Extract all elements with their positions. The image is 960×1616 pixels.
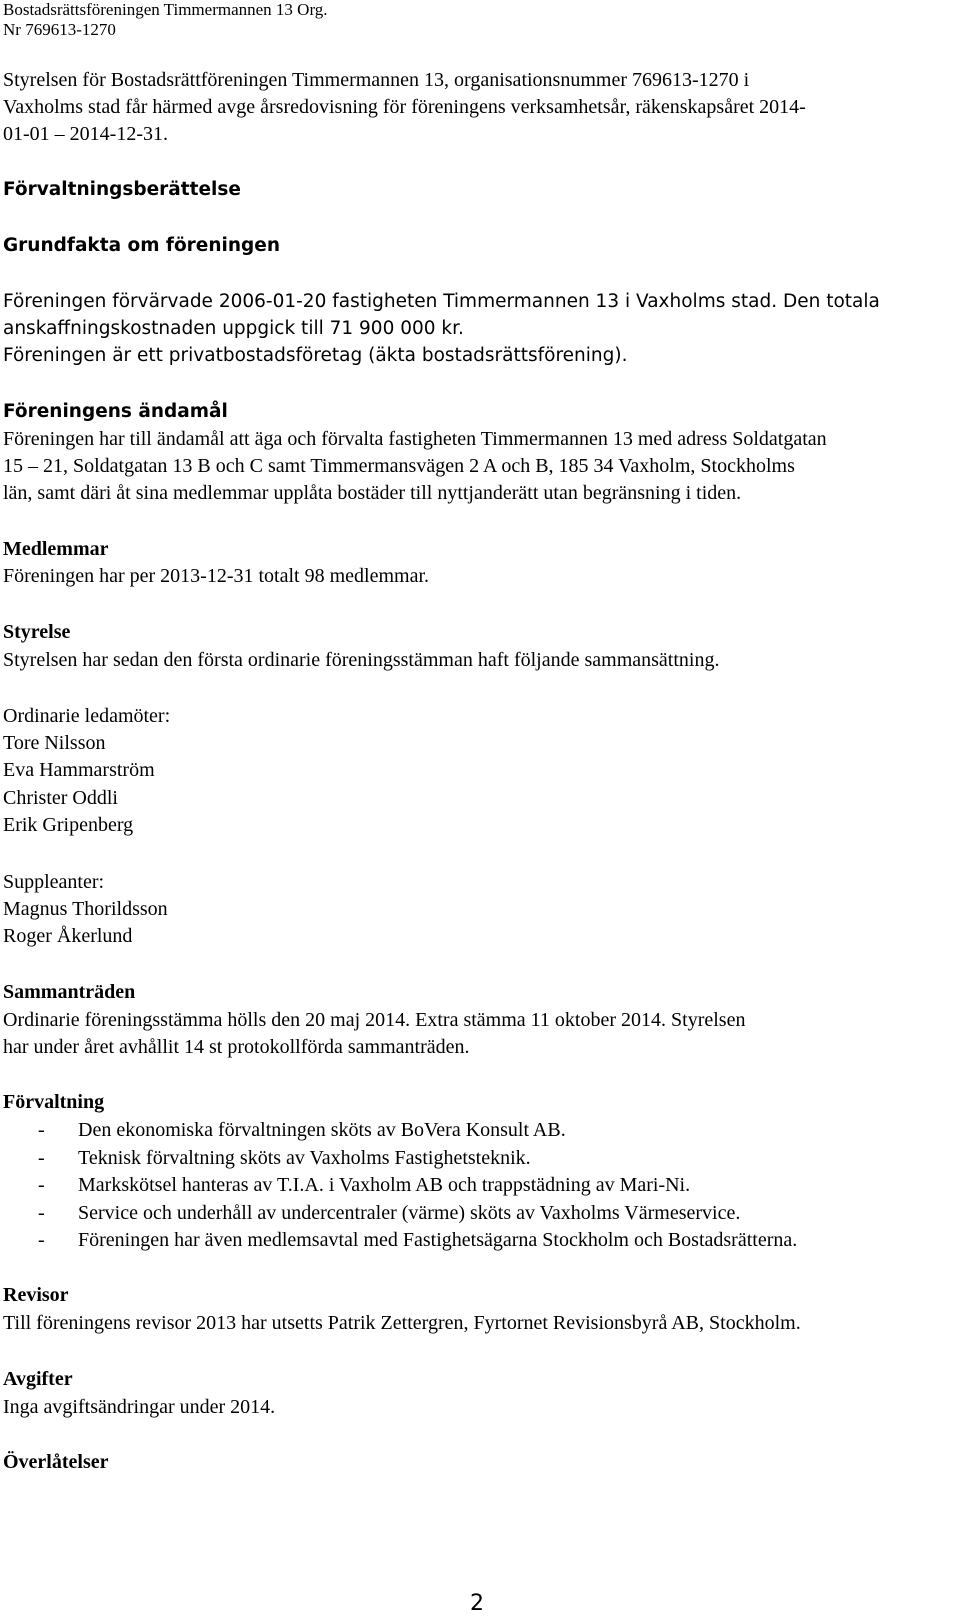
ordinarie-member: Erik Gripenberg [3, 814, 134, 836]
list-item [38, 1116, 566, 1145]
styrelse-text: Styrelsen har sedan den första ordinarie föreningsstämman haft följande sammansättning. [3, 649, 720, 671]
ordinarie-label: Ordinarie ledamöter: [3, 705, 171, 727]
ordinarie-member: Christer Oddli [3, 787, 118, 809]
intro-line-3: 01-01 – 2014-12-31. [3, 123, 168, 145]
andamal-line-3: län, samt däri åt sina medlemmar upplåta bostäder till nyttjanderätt utan begränsning i tiden. [3, 482, 742, 504]
suppleant-member: Magnus Thorildsson [3, 898, 168, 920]
suppleant-member: Roger Åkerlund [3, 925, 133, 947]
medlemmar-text: Föreningen har per 2013-12-31 totalt 98 medlemmar. [3, 565, 430, 587]
list-item [38, 1199, 740, 1228]
andamal-line-1: Föreningen har till ändamål att äga och förvalta fastigheten Timmermannen 13 med adress Soldatgatan [3, 428, 827, 450]
heading-medlemmar: Medlemmar [3, 538, 109, 560]
heading-styrelse: Styrelse [3, 621, 71, 643]
bullet-dash: - [38, 1229, 45, 1251]
list-item-text: Föreningen har även medlemsavtal med Fastighetsägarna Stockholm och Bostadsrätterna. [78, 1229, 798, 1251]
list-item-text: Service och underhåll av undercentraler (värme) sköts av Vaxholms Värmeservice. [78, 1202, 741, 1224]
grundfakta-line-3: Föreningen är ett privatbostadsföretag (äkta bostadsrättsförening). [3, 345, 628, 366]
sammantraden-line-1: Ordinarie föreningsstämma hölls den 20 maj 2014. Extra stämma 11 oktober 2014. Styrelsen [3, 1009, 746, 1031]
grundfakta-line-2: anskaffningskostnaden uppgick till 71 900 000 kr. [3, 318, 464, 339]
bullet-dash: - [38, 1119, 45, 1141]
suppleanter-label: Suppleanter: [3, 871, 105, 893]
list-item [38, 1144, 531, 1173]
heading-forvaltningsberattelse: Förvaltningsberättelse [3, 179, 241, 200]
heading-forvaltning: Förvaltning [3, 1091, 105, 1113]
sammantraden-line-2: har under året avhållit 14 st protokollförda sammanträden. [3, 1036, 470, 1058]
heading-grundfakta: Grundfakta om föreningen [3, 235, 280, 256]
list-item-text: Den ekonomiska förvaltningen sköts av BoVera Konsult AB. [78, 1119, 566, 1141]
andamal-line-2: 15 – 21, Soldatgatan 13 B och C samt Timmermansvägen 2 A och B, 185 34 Vaxholm, Stockholms [3, 455, 795, 477]
list-item-text: Markskötsel hanteras av T.I.A. i Vaxholm AB och trappstädning av Mari-Ni. [78, 1174, 691, 1196]
page-number: 2 [470, 1591, 484, 1616]
list-item [38, 1171, 690, 1200]
heading-andamal: Föreningens ändamål [3, 401, 228, 422]
bullet-dash: - [38, 1147, 45, 1169]
header-org-name: Bostadsrättsföreningen Timmermannen 13 Org. [3, 0, 328, 19]
revisor-text: Till föreningens revisor 2013 har utsetts Patrik Zettergren, Fyrtornet Revisionsbyrå AB, Stockholm. [3, 1312, 801, 1334]
heading-overlatelser: Överlåtelser [3, 1451, 109, 1473]
heading-avgifter: Avgifter [3, 1368, 73, 1390]
bullet-dash: - [38, 1174, 45, 1196]
grundfakta-line-1: Föreningen förvärvade 2006-01-20 fastigheten Timmermannen 13 i Vaxholms stad. Den totala [3, 291, 880, 312]
heading-sammantraden: Sammanträden [3, 981, 136, 1003]
intro-line-2: Vaxholms stad får härmed avge årsredovisning för föreningens verksamhetsår, räkenskapsåret 2014- [3, 96, 806, 118]
list-item [38, 1226, 797, 1255]
ordinarie-member: Tore Nilsson [3, 732, 106, 754]
header-org-number: Nr 769613-1270 [3, 20, 116, 39]
heading-revisor: Revisor [3, 1284, 69, 1306]
avgifter-text: Inga avgiftsändringar under 2014. [3, 1396, 276, 1418]
intro-line-1: Styrelsen för Bostadsrättföreningen Timmermannen 13, organisationsnummer 769613-1270 i [3, 69, 750, 91]
bullet-dash: - [38, 1202, 45, 1224]
list-item-text: Teknisk förvaltning sköts av Vaxholms Fastighetsteknik. [78, 1147, 531, 1169]
ordinarie-member: Eva Hammarström [3, 759, 155, 781]
